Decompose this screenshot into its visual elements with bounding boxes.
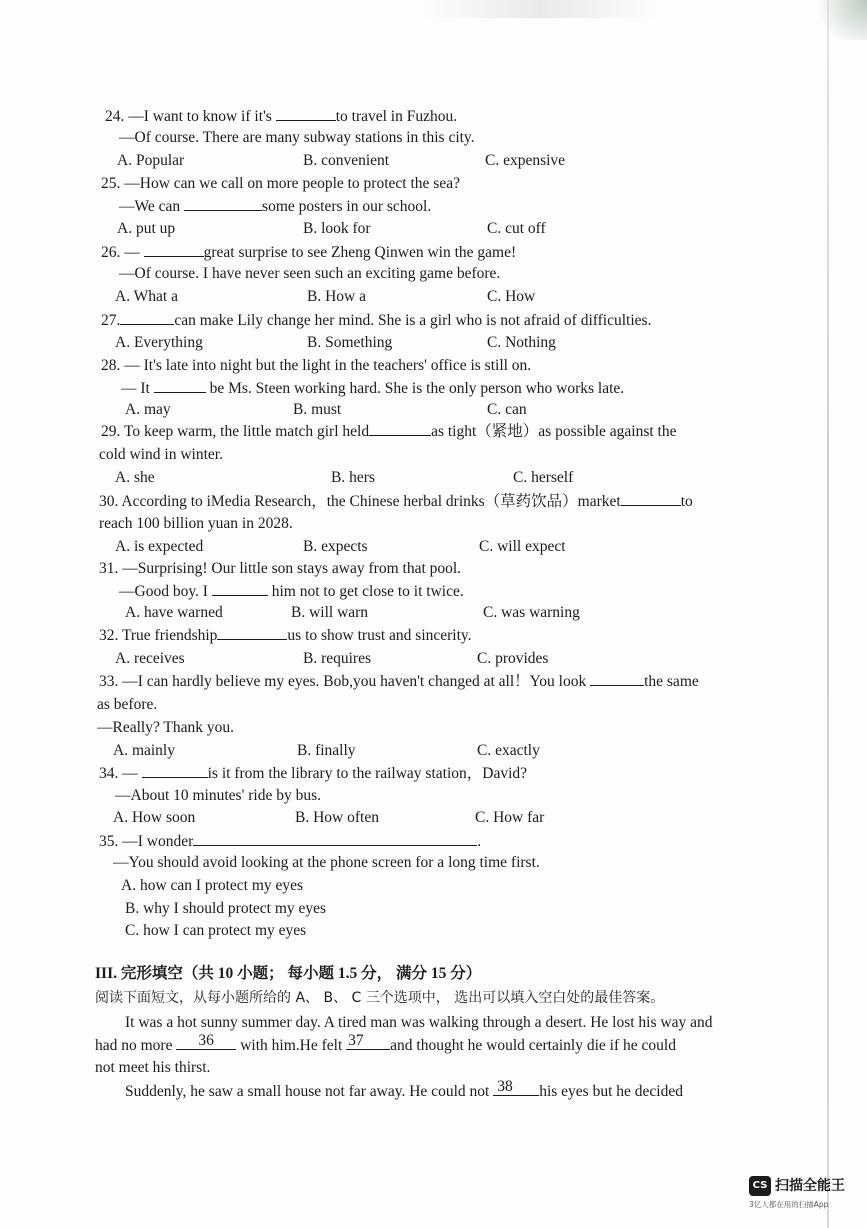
passage-line-2 [95,1032,676,1056]
q32-stem [99,625,472,646]
q32-option-c: C. provides [477,650,549,667]
q29-option-c: C. herself [513,469,574,486]
q33-stem [99,671,699,692]
q33-stem-tail: the same [644,673,699,690]
q30-option-a: A. is expected [115,538,204,555]
q26-blank [144,242,204,257]
q33-option-c: C. exactly [477,742,540,759]
blank-36-number: 36 [198,1032,214,1049]
q24-stem-text: 24. —I want to know if it's [105,108,272,125]
q33-blank [590,671,644,686]
blank-36 [176,1032,236,1050]
q31-stem: 31. —Surprising! Our little son stays away from that pool. [99,560,462,577]
q25-reply [119,196,431,217]
q35-stem-tail: . [477,833,482,850]
q35-blank [193,831,477,846]
passage-line-2-c: and thought he would certainly die if he could [390,1037,676,1054]
q27-stem [101,310,651,331]
scanner-watermark [749,1174,849,1214]
q26-stem-tail: great surprise to see Zheng Qinwen win the game! [203,244,517,261]
q33-option-a: A. mainly [113,742,175,759]
scanner-tagline: 3亿人都在用的扫描App [749,1200,829,1209]
q24-blank [276,106,336,121]
q28-option-b: B. must [293,401,342,418]
scanner-app-name: 扫描全能王 [775,1178,845,1194]
q29-option-a: A. she [115,469,155,486]
passage-line-2-a: had no more [95,1037,173,1054]
blank-37 [346,1032,390,1050]
q29-stem-tail: as tight（紧地）as possible against the [431,423,677,440]
q26-option-a: A. What a [115,288,178,305]
scan-corner-shade [807,0,867,40]
q30-blank [621,491,681,506]
q25-stem: 25. —How can we call on more people to protect the sea? [101,175,460,192]
q25-blank [184,196,262,211]
passage-line-4-a: Suddenly, he saw a small house not far away. He could not [125,1083,490,1100]
q31-reply-tail: him not to get close to it twice. [271,583,464,600]
q26-stem-text: 26. — [101,244,140,261]
q24-reply: —Of course. There are many subway stations in this city. [119,129,475,146]
blank-37-number: 37 [348,1032,364,1049]
q29-option-b: B. hers [331,469,375,486]
passage-line-4 [125,1078,683,1102]
q30-option-b: B. expects [303,538,368,555]
passage-line-2-b: with him.He felt [240,1037,343,1054]
q26-option-c: C. How [487,288,536,305]
blank-38-number: 38 [497,1078,513,1095]
q24-option-b: B. convenient [303,152,390,169]
q29-blank [369,421,431,436]
q27-stem-text: 27. [101,312,121,329]
q30-stem-tail: to [680,493,693,510]
q34-stem-tail: is it from the library to the railway station，David? [207,765,528,782]
q28-option-c: C. can [487,401,527,418]
q28-blank [154,378,206,393]
q28-stem: 28. — It's late into night but the light in the teachers' office is still on. [101,357,532,374]
q28-reply [121,378,624,399]
q35-stem-text: 35. —I wonder [99,833,194,850]
q32-stem-tail: us to show trust and sincerity. [287,627,472,644]
q27-stem-tail: can make Lily change her mind. She is a girl who is not afraid of difficulties. [174,312,652,329]
q27-option-a: A. Everything [115,334,203,351]
passage-line-3: not meet his thirst. [95,1059,211,1076]
q29-stem-cont: cold wind in winter. [99,446,223,463]
q31-reply-text: —Good boy. I [119,583,208,600]
q34-option-c: C. How far [475,809,545,826]
scan-smudge [420,0,660,18]
q34-reply: —About 10 minutes' ride by bus. [115,787,322,804]
q24-option-c: C. expensive [485,152,566,169]
q30-stem [99,491,693,512]
q27-blank [120,310,174,325]
camscanner-logo-icon: CS [749,1176,771,1196]
q34-stem-text: 34. — [99,765,138,782]
q32-blank [217,625,287,640]
q29-stem [101,421,676,442]
scan-edge [827,0,829,1228]
q32-option-a: A. receives [115,650,185,667]
q35-option-b: B. why I should protect my eyes [125,900,327,917]
q25-reply-text: —We can [119,198,181,215]
q33-stem-cont: as before. [97,696,158,713]
q24-option-a: A. Popular [117,152,185,169]
q24-stem-tail: to travel in Fuzhou. [335,108,458,125]
q34-stem [99,763,527,784]
q31-option-c: C. was warning [483,604,580,621]
q31-option-a: A. have warned [125,604,223,621]
q31-option-b: B. will warn [291,604,369,621]
q26-option-b: B. How a [307,288,366,305]
q29-stem-text: 29. To keep warm, the little match girl held [101,423,370,440]
q25-reply-tail: some posters in our school. [262,198,432,215]
blank-38 [493,1078,539,1096]
q30-option-c: C. will expect [479,538,566,555]
q32-option-b: B. requires [303,650,372,667]
section-instruction: 阅读下面短文，从每小题所给的 A、 B、 C 三个选项中， 选出可以填入空白处的最佳答案。 [95,990,665,1006]
q26-stem [101,242,516,263]
q28-reply-text: — It [121,380,150,397]
section-title: III. 完形填空（共 10 小题； 每小题 1.5 分， 满分 15 分） [95,965,482,982]
q24-stem [105,106,457,127]
passage-line-1: It was a hot sunny summer day. A tired man was walking through a desert. He lost his way and [125,1014,713,1031]
q33-option-b: B. finally [297,742,356,759]
passage-line-4-b: his eyes but he decided [539,1083,683,1100]
q35-option-a: A. how can I protect my eyes [121,877,304,894]
q31-blank [212,581,268,596]
q27-option-b: B. Something [307,334,393,351]
q30-stem-cont: reach 100 billion yuan in 2028. [99,515,293,532]
q35-stem [99,831,481,852]
q28-reply-tail: be Ms. Steen working hard. She is the only person who works late. [209,380,625,397]
q33-stem-text: 33. —I can hardly believe my eyes. Bob,you haven't changed at all！You look [99,673,587,690]
q32-stem-text: 32. True friendship [99,627,218,644]
q30-stem-text: 30. According to iMedia Research，the Chinese herbal drinks（草药饮品）market [99,493,621,510]
q34-blank [142,763,208,778]
q28-option-a: A. may [125,401,171,418]
q33-reply: —Really? Thank you. [97,719,235,736]
q34-option-a: A. How soon [113,809,196,826]
q25-option-b: B. look for [303,220,371,237]
q25-option-a: A. put up [117,220,176,237]
q27-option-c: C. Nothing [487,334,556,351]
q35-option-c: C. how I can protect my eyes [125,922,307,939]
q35-reply: —You should avoid looking at the phone screen for a long time first. [113,854,540,871]
q26-reply: —Of course. I have never seen such an exciting game before. [119,265,501,282]
q34-option-b: B. How often [295,809,379,826]
q25-option-c: C. cut off [487,220,546,237]
q31-reply [119,581,464,602]
